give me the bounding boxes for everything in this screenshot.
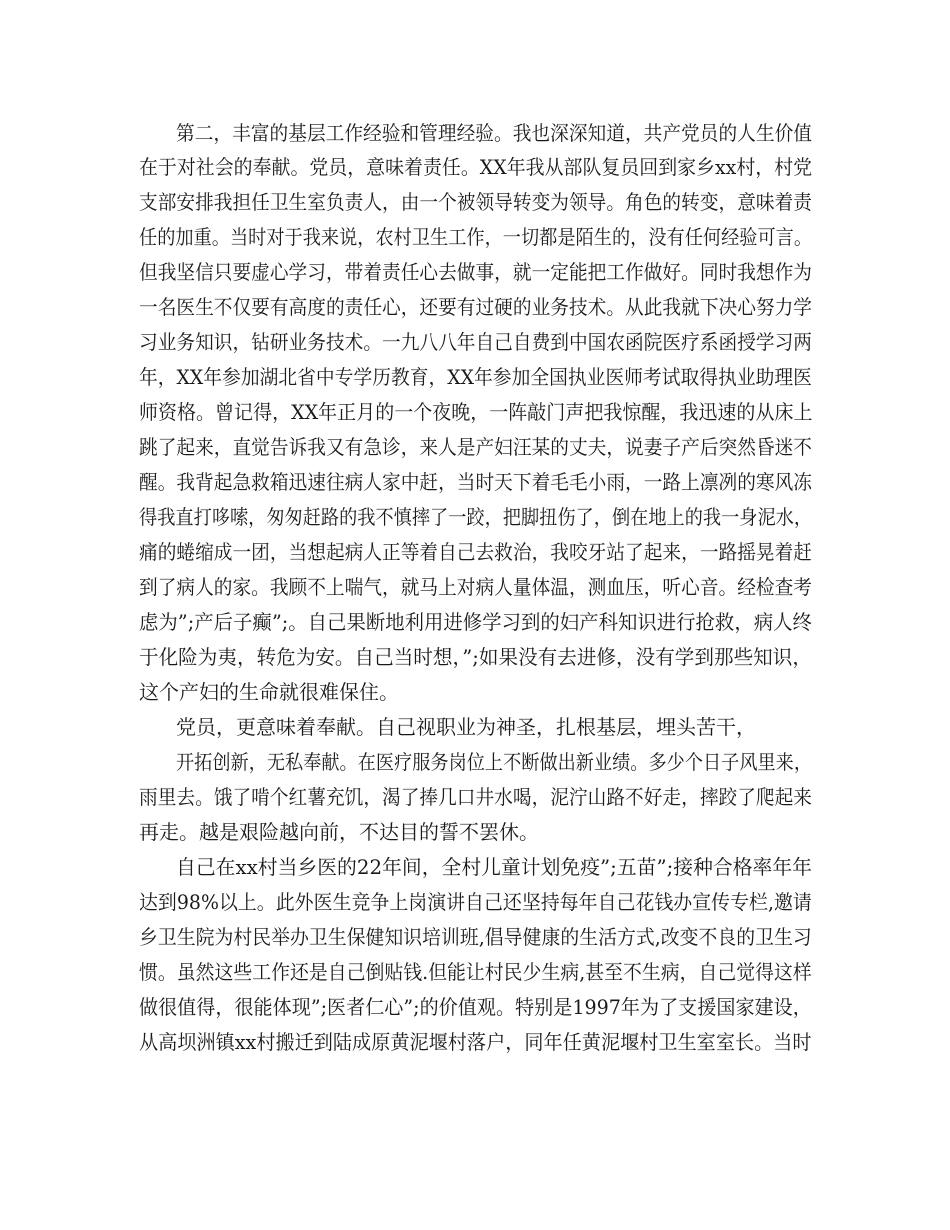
text-line: 雨里去。饿了啃个红薯充饥，渴了捧几口井水喝，泥泞山路不好走，摔跤了爬起来 xyxy=(139,785,812,809)
text-line: 乡卫生院为村民举办卫生保健知识培训班,倡导健康的生活方式,改变不良的卫生习 xyxy=(139,925,812,949)
text-line: 痛的蜷缩成一团，当想起病人正等着自己去救治，我咬牙站了起来，一路摇晃着赶 xyxy=(139,540,812,564)
text-line: 达到98%以上。此外医生竞争上岗演讲自己还坚持每年自己花钱办宣传专栏,邀请 xyxy=(139,890,812,914)
text-line: 第二，丰富的基层工作经验和管理经验。我也深深知道，共产党员的人生价值 xyxy=(176,121,813,145)
text-line: 这个产妇的生命就很难保住。 xyxy=(139,680,399,704)
text-line: 师资格。曾记得，XX年正月的一个夜晚，一阵敲门声把我惊醒，我迅速的从床上 xyxy=(139,400,813,424)
text-line: 惯。虽然这些工作还是自己倒贴钱.但能让村民少生病,甚至不生病，自己觉得这样 xyxy=(139,960,812,984)
text-line: 党员，更意味着奉献。自己视职业为神圣，扎根基层，埋头苦干， xyxy=(176,715,756,739)
text-line: 任的加重。当时对于我来说，农村卫生工作，一切都是陌生的，没有任何经验可言。 xyxy=(139,225,813,249)
text-line: 到了病人的家。我顾不上喘气，就马上对病人量体温，测血压，听心音。经检查考 xyxy=(139,575,812,599)
text-line: 但我坚信只要虚心学习，带着责任心去做事，就一定能把工作做好。同时我想作为 xyxy=(139,260,812,284)
text-line: 得我直打哆嗦，匆匆赶路的我不慎摔了一跤，把脚扭伤了，倒在地上的我一身泥水， xyxy=(139,505,813,529)
text-line: 在于对社会的奉献。党员，意味着责任。XX年我从部队复员回到家乡xx村，村党 xyxy=(139,155,813,179)
text-line: 虑为”;产后子癫”;。自己果断地利用进修学习到的妇产科知识进行抢救，病人终 xyxy=(139,610,812,634)
text-line: 醒。我背起急救箱迅速往病人家中赶，当时天下着毛毛小雨，一路上凛冽的寒风冻 xyxy=(139,470,812,494)
text-line: 于化险为夷，转危为安。自己当时想，”;如果没有去进修，没有学到那些知识， xyxy=(139,645,812,669)
text-line: 再走。越是艰险越向前，不达目的誓不罢休。 xyxy=(139,820,539,844)
text-line: 支部安排我担任卫生室负责人，由一个被领导转变为领导。角色的转变，意味着责 xyxy=(139,190,812,214)
text-line: 年，XX年参加湖北省中专学历教育，XX年参加全国执业医师考试取得执业助理医 xyxy=(139,365,812,389)
text-line: 跳了起来，直觉告诉我又有急诊，来人是产妇汪某的丈夫，说妻子产后突然昏迷不 xyxy=(139,435,812,459)
text-line: 开拓创新，无私奉献。在医疗服务岗位上不断做出新业绩。多少个日子风里来， xyxy=(176,750,813,774)
text-line: 自己在xx村当乡医的22年间，全村儿童计划免疫”;五苗”;接种合格率年年 xyxy=(176,855,812,879)
text-line: 习业务知识，钻研业务技术。一九八八年自己自费到中国农函院医疗系函授学习两 xyxy=(139,330,812,354)
text-line: 一名医生不仅要有高度的责任心，还要有过硬的业务技术。从此我就下决心努力学 xyxy=(139,295,812,319)
text-line: 从高坝洲镇xx村搬迁到陆成原黄泥堰村落户，同年任黄泥堰村卫生室室长。当时 xyxy=(139,1030,812,1054)
text-line: 做很值得，很能体现”;医者仁心”;的价值观。特别是1997年为了支援国家建设， xyxy=(139,995,812,1019)
